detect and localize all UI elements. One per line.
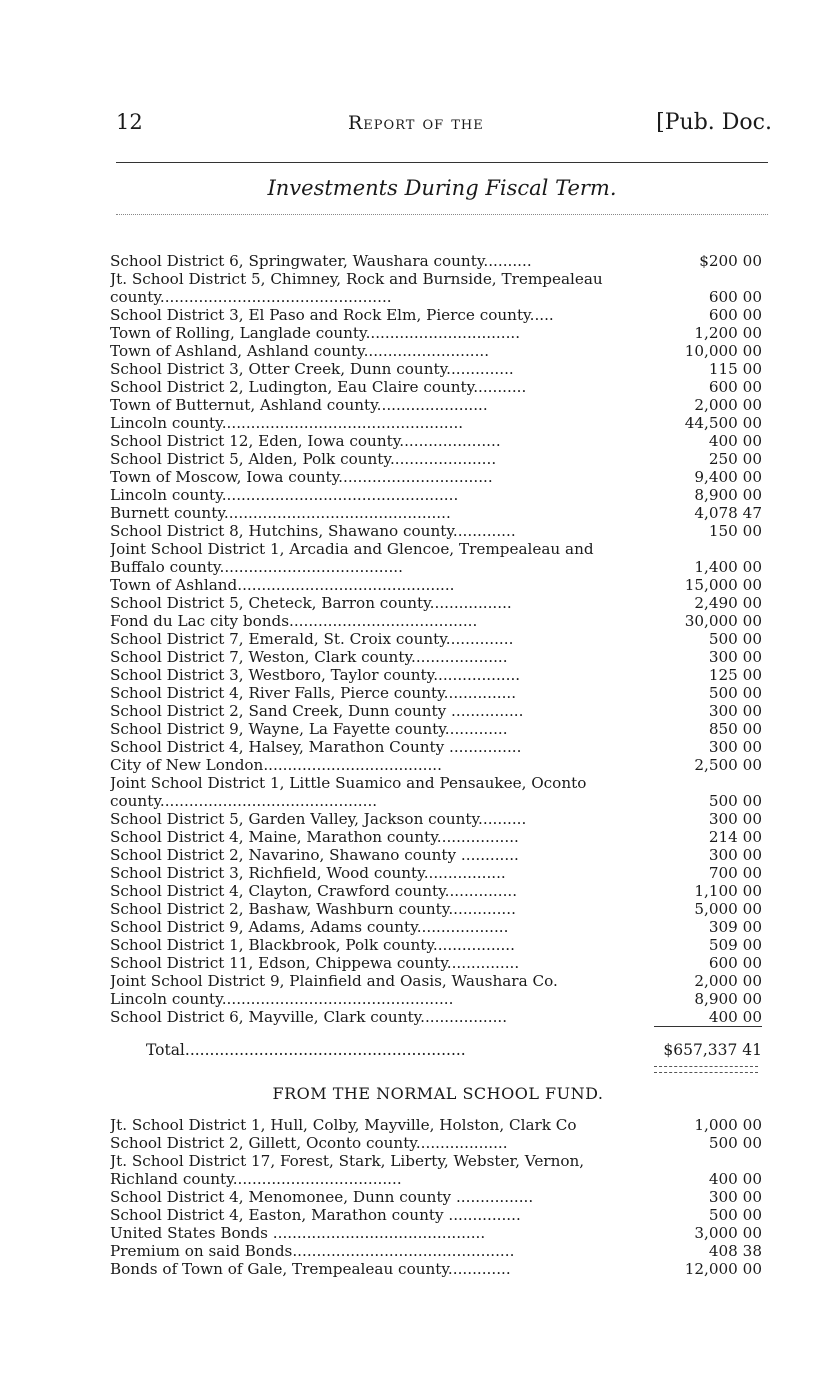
row-description: School District 4, Menomonee, Dunn county ................ xyxy=(110,1188,534,1206)
row-description: School District 6, Springwater, Waushara county.......... xyxy=(110,252,532,270)
table-row xyxy=(110,432,766,450)
row-amount: 15,000 00 xyxy=(684,576,762,594)
row-amount: 300 00 xyxy=(708,846,762,864)
row-amount: 400 00 xyxy=(708,432,762,450)
table-row xyxy=(110,666,766,684)
row-description: Jt. School District 1, Hull, Colby, Mayville, Holston, Clark Co xyxy=(110,1116,577,1134)
row-description: Town of Ashland............................................. xyxy=(110,576,455,594)
row-description: Joint School District 1, Arcadia and Glencoe, Trempealeau and Buffalo county...................................... xyxy=(110,540,594,576)
row-amount: 9,400 00 xyxy=(694,468,762,486)
row-description: Joint School District 9, Plainfield and Oasis, Waushara Co. xyxy=(110,972,558,990)
row-amount: 600 00 xyxy=(708,306,762,324)
row-amount: 10,000 00 xyxy=(684,342,762,360)
row-amount: 600 00 xyxy=(708,954,762,972)
table-row xyxy=(110,720,766,738)
row-amount: 700 00 xyxy=(708,864,762,882)
table-row xyxy=(110,936,766,954)
row-description: Burnett county............................................... xyxy=(110,504,451,522)
row-description: School District 5, Alden, Polk county...................... xyxy=(110,450,497,468)
table-row xyxy=(110,990,766,1008)
row-description: School District 12, Eden, Iowa county..................... xyxy=(110,432,501,450)
row-amount: 300 00 xyxy=(708,738,762,756)
table-row xyxy=(110,540,766,576)
row-amount: 300 00 xyxy=(708,810,762,828)
row-amount: 44,500 00 xyxy=(684,414,762,432)
table-row xyxy=(110,972,766,990)
table-row xyxy=(110,738,766,756)
row-description: Town of Ashland, Ashland county.......................... xyxy=(110,342,490,360)
row-amount: 500 00 xyxy=(708,1206,762,1224)
row-description: School District 2, Bashaw, Washburn county.............. xyxy=(110,900,516,918)
row-description: City of New London..................................... xyxy=(110,756,442,774)
table-row xyxy=(110,900,766,918)
row-amount: 1,100 00 xyxy=(694,882,762,900)
row-description: School District 7, Emerald, St. Croix county.............. xyxy=(110,630,514,648)
row-description: United States Bonds ............................................ xyxy=(110,1224,486,1242)
total-rule xyxy=(654,1026,762,1027)
normal-fund-list xyxy=(110,1116,766,1278)
row-description: School District 4, River Falls, Pierce county............... xyxy=(110,684,517,702)
table-row xyxy=(110,648,766,666)
row-description: School District 3, Otter Creek, Dunn county.............. xyxy=(110,360,514,378)
subtitle-rule xyxy=(116,214,768,215)
row-description: School District 4, Halsey, Marathon County ............... xyxy=(110,738,522,756)
table-row xyxy=(110,1188,766,1206)
row-description: School District 2, Sand Creek, Dunn county ............... xyxy=(110,702,524,720)
row-description: Premium on said Bonds.............................................. xyxy=(110,1242,515,1260)
row-amount: 12,000 00 xyxy=(684,1260,762,1278)
row-description: Lincoln county................................................. xyxy=(110,486,459,504)
table-row xyxy=(110,342,766,360)
row-description: School District 2, Ludington, Eau Claire county........... xyxy=(110,378,527,396)
table-row xyxy=(110,594,766,612)
table-row xyxy=(110,1224,766,1242)
row-amount: 150 00 xyxy=(708,522,762,540)
row-description: Lincoln county.................................................. xyxy=(110,414,464,432)
row-amount: 500 00 xyxy=(708,630,762,648)
row-amount: 8,900 00 xyxy=(694,990,762,1008)
row-amount: 30,000 00 xyxy=(684,612,762,630)
row-description: Jt. School District 5, Chimney, Rock and Burnside, Trempealeau county................................................ xyxy=(110,270,603,306)
running-title: Report of the xyxy=(348,112,484,134)
row-description: Jt. School District 17, Forest, Stark, Liberty, Webster, Vernon, Richland county................................... xyxy=(110,1152,585,1188)
table-row xyxy=(110,810,766,828)
row-amount: 3,000 00 xyxy=(694,1224,762,1242)
row-description: School District 5, Cheteck, Barron county................. xyxy=(110,594,512,612)
row-amount: 500 00 xyxy=(708,684,762,702)
row-amount: 2,500 00 xyxy=(694,756,762,774)
table-row xyxy=(110,1206,766,1224)
row-description: Bonds of Town of Gale, Trempealeau county............. xyxy=(110,1260,511,1278)
row-amount: 1,000 00 xyxy=(694,1116,762,1134)
table-row xyxy=(110,612,766,630)
section-subtitle: Investments During Fiscal Term. xyxy=(267,176,617,200)
row-amount: 509 00 xyxy=(708,936,762,954)
row-amount: 300 00 xyxy=(708,702,762,720)
row-amount: 2,490 00 xyxy=(694,594,762,612)
total-amount: $657,337 41 xyxy=(663,1041,762,1059)
table-row xyxy=(110,378,766,396)
row-description: School District 4, Easton, Marathon county ............... xyxy=(110,1206,521,1224)
total-label: Total......................................................... xyxy=(146,1041,466,1059)
page-header xyxy=(116,110,772,144)
table-row xyxy=(110,270,766,306)
table-row xyxy=(110,918,766,936)
row-description: School District 5, Garden Valley, Jackson county.......... xyxy=(110,810,527,828)
row-description: School District 8, Hutchins, Shawano county............. xyxy=(110,522,516,540)
row-description: School District 3, Richfield, Wood county................. xyxy=(110,864,506,882)
row-amount: 400 00 xyxy=(708,1170,762,1188)
table-row xyxy=(110,684,766,702)
row-description: School District 9, Adams, Adams county................... xyxy=(110,918,509,936)
row-amount: 309 00 xyxy=(708,918,762,936)
row-amount: $200 00 xyxy=(699,252,762,270)
row-description: School District 7, Weston, Clark county.................... xyxy=(110,648,508,666)
row-amount: 125 00 xyxy=(708,666,762,684)
total-row xyxy=(110,1040,766,1060)
row-amount: 400 00 xyxy=(708,1008,762,1026)
row-description: School District 3, El Paso and Rock Elm, Pierce county..... xyxy=(110,306,554,324)
row-amount: 408 38 xyxy=(708,1242,762,1260)
row-description: School District 2, Navarino, Shawano county ............ xyxy=(110,846,519,864)
table-row xyxy=(110,1134,766,1152)
row-amount: 4,078 47 xyxy=(694,504,762,522)
row-description: Lincoln county................................................ xyxy=(110,990,454,1008)
table-row xyxy=(110,414,766,432)
page-number: 12 xyxy=(116,110,143,134)
row-description: Fond du Lac city bonds....................................... xyxy=(110,612,478,630)
total-double-rule xyxy=(654,1066,758,1073)
row-description: Town of Rolling, Langlade county................................ xyxy=(110,324,521,342)
investments-list xyxy=(110,252,766,1026)
row-description: Town of Butternut, Ashland county....................... xyxy=(110,396,488,414)
table-row xyxy=(110,774,766,810)
row-amount: 8,900 00 xyxy=(694,486,762,504)
table-row xyxy=(110,756,766,774)
row-description: School District 11, Edson, Chippewa county............... xyxy=(110,954,520,972)
header-rule xyxy=(116,162,768,163)
table-row xyxy=(110,1242,766,1260)
row-amount: 300 00 xyxy=(708,1188,762,1206)
table-row xyxy=(110,630,766,648)
table-row xyxy=(110,882,766,900)
row-description: School District 2, Gillett, Oconto county................... xyxy=(110,1134,508,1152)
row-amount: 500 00 xyxy=(708,1134,762,1152)
table-row xyxy=(110,450,766,468)
row-description: School District 9, Wayne, La Fayette county............. xyxy=(110,720,508,738)
row-description: School District 4, Clayton, Crawford county............... xyxy=(110,882,518,900)
table-row xyxy=(110,306,766,324)
row-description: School District 1, Blackbrook, Polk county................. xyxy=(110,936,515,954)
table-row xyxy=(110,1152,766,1188)
table-row xyxy=(110,522,766,540)
table-row xyxy=(110,864,766,882)
table-row xyxy=(110,1116,766,1134)
row-amount: 1,200 00 xyxy=(694,324,762,342)
table-row xyxy=(110,846,766,864)
table-row xyxy=(110,324,766,342)
table-row xyxy=(110,702,766,720)
normal-fund-heading: FROM THE NORMAL SCHOOL FUND. xyxy=(272,1084,604,1103)
table-row xyxy=(110,504,766,522)
row-description: Town of Moscow, Iowa county................................ xyxy=(110,468,493,486)
table-row xyxy=(110,576,766,594)
pub-doc-label: [Pub. Doc. xyxy=(656,110,772,135)
table-row xyxy=(110,486,766,504)
table-row xyxy=(110,1260,766,1278)
row-amount: 300 00 xyxy=(708,648,762,666)
row-description: School District 4, Maine, Marathon county................. xyxy=(110,828,519,846)
table-row xyxy=(110,954,766,972)
row-amount: 250 00 xyxy=(708,450,762,468)
row-amount: 500 00 xyxy=(708,792,762,810)
row-amount: 850 00 xyxy=(708,720,762,738)
row-amount: 600 00 xyxy=(708,288,762,306)
table-row xyxy=(110,468,766,486)
table-row xyxy=(110,252,766,270)
row-description: School District 6, Mayville, Clark county.................. xyxy=(110,1008,508,1026)
row-amount: 600 00 xyxy=(708,378,762,396)
row-amount: 5,000 00 xyxy=(694,900,762,918)
row-amount: 115 00 xyxy=(708,360,762,378)
table-row xyxy=(110,1008,766,1026)
row-description: Joint School District 1, Little Suamico and Pensaukee, Oconto county............................................. xyxy=(110,774,587,810)
row-amount: 2,000 00 xyxy=(694,396,762,414)
row-amount: 214 00 xyxy=(708,828,762,846)
row-amount: 2,000 00 xyxy=(694,972,762,990)
row-description: School District 3, Westboro, Taylor county.................. xyxy=(110,666,521,684)
row-amount: 1,400 00 xyxy=(694,558,762,576)
table-row xyxy=(110,396,766,414)
table-row xyxy=(110,360,766,378)
table-row xyxy=(110,828,766,846)
